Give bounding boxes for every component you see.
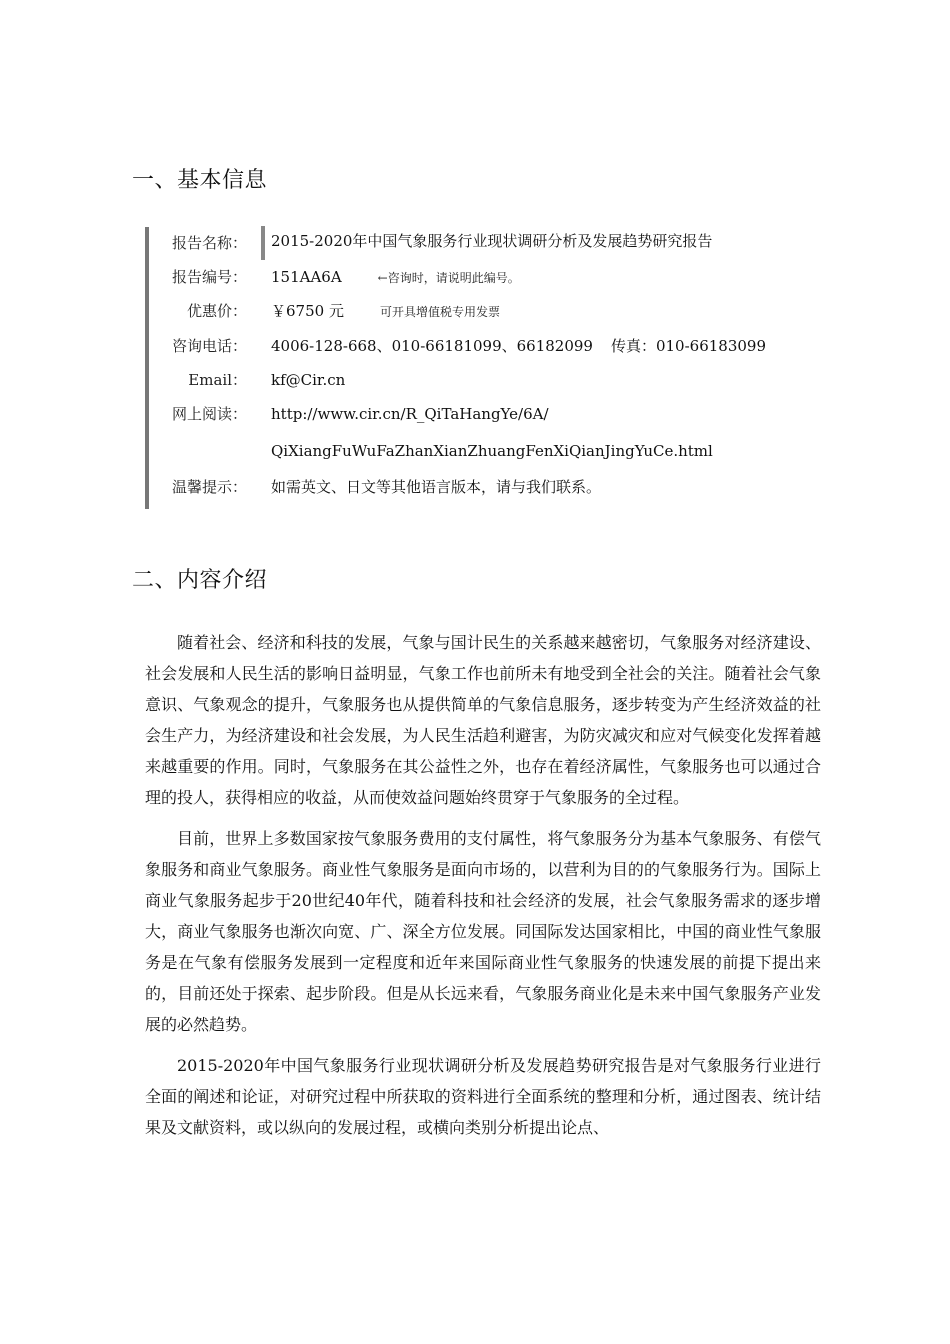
report-number-value	[271, 265, 520, 290]
content-body	[145, 627, 821, 1153]
report-name-value: 2015-2020年中国气象服务行业现状调研分析及发展趋势研究报告	[261, 226, 712, 260]
email-label: Email：	[188, 371, 247, 389]
paragraph-2: 目前，世界上多数国家按气象服务费用的支付属性，将气象服务分为基本气象服务、有偿气象服务和商业气象服务。商业性气象服务是面向市场的，以营利为目的的气象服务行为。国际上商业气象服务起步于20世纪40年代，随着科技和社会经济的发展，社会气象服务需求的逐步增大，商业气象服务也渐次向宽、广、深全方位发展。同国际发达国家相比，中国的商业性气象服务是在气象有偿服务发展到一定程度和近年来国际商业性气象服务的快速发展的前提下提出来的，目前还处于探索、起步阶段。但是从长远来看，气象服务商业化是未来中国气象服务产业发展的必然趋势。	[145, 829, 821, 1034]
basic-info-box	[145, 227, 849, 509]
fax-number: 传真：010-66183099	[610, 337, 767, 355]
phone-value	[271, 334, 766, 358]
section-title-content-intro: 二、内容介绍	[132, 568, 268, 593]
price-label: 优惠价：	[186, 302, 247, 320]
price-note: 可开具增值税专用发票	[379, 305, 500, 319]
tip-label: 温馨提示：	[171, 478, 247, 496]
web-link-line2[interactable]: QiXiangFuWuFaZhanXianZhuangFenXiQianJingYuCe.html	[271, 442, 713, 460]
web-label: 网上阅读：	[171, 405, 247, 423]
price: ￥6750 元	[271, 302, 344, 320]
report-number: 151AA6A	[271, 268, 342, 286]
phone-numbers: 4006-128-668、010-66181099、66182099	[271, 337, 593, 355]
report-number-note: ←咨询时，请说明此编号。	[377, 271, 520, 285]
web-link-line1[interactable]: http://www.cir.cn/R_QiTaHangYe/6A/	[271, 405, 549, 423]
report-number-label: 报告编号：	[171, 268, 247, 286]
price-value	[271, 299, 500, 324]
report-name-label: 报告名称：	[171, 234, 247, 252]
paragraph-3: 2015-2020年中国气象服务行业现状调研分析及发展趋势研究报告是对气象服务行业进行全面的阐述和论证，对研究过程中所获取的资料进行全面系统的整理和分析，通过图表、统计结果及文献资料，或以纵向的发展过程，或横向类别分析提出论点、	[145, 1056, 821, 1137]
paragraph-1: 随着社会、经济和科技的发展，气象与国计民生的关系越来越密切，气象服务对经济建设、社会发展和人民生活的影响日益明显，气象工作也前所未有地受到全社会的关注。随着社会气象意识、气象观念的提升，气象服务也从提供简单的气象信息服务，逐步转变为产生经济效益的社会生产力，为经济建设和社会发展，为人民生活趋利避害，为防灾减灾和应对气候变化发挥着越来越重要的作用。同时，气象服务在其公益性之外，也存在着经济属性，气象服务也可以通过合理的投人，获得相应的收益，从而使效益问题始终贯穿于气象服务的全过程。	[145, 633, 821, 807]
tip-value: 如需英文、日文等其他语言版本，请与我们联系。	[271, 478, 602, 496]
phone-label: 咨询电话：	[171, 337, 247, 355]
email-link[interactable]: kf@Cir.cn	[271, 371, 346, 389]
section-title-basic-info: 一、基本信息	[132, 168, 268, 193]
